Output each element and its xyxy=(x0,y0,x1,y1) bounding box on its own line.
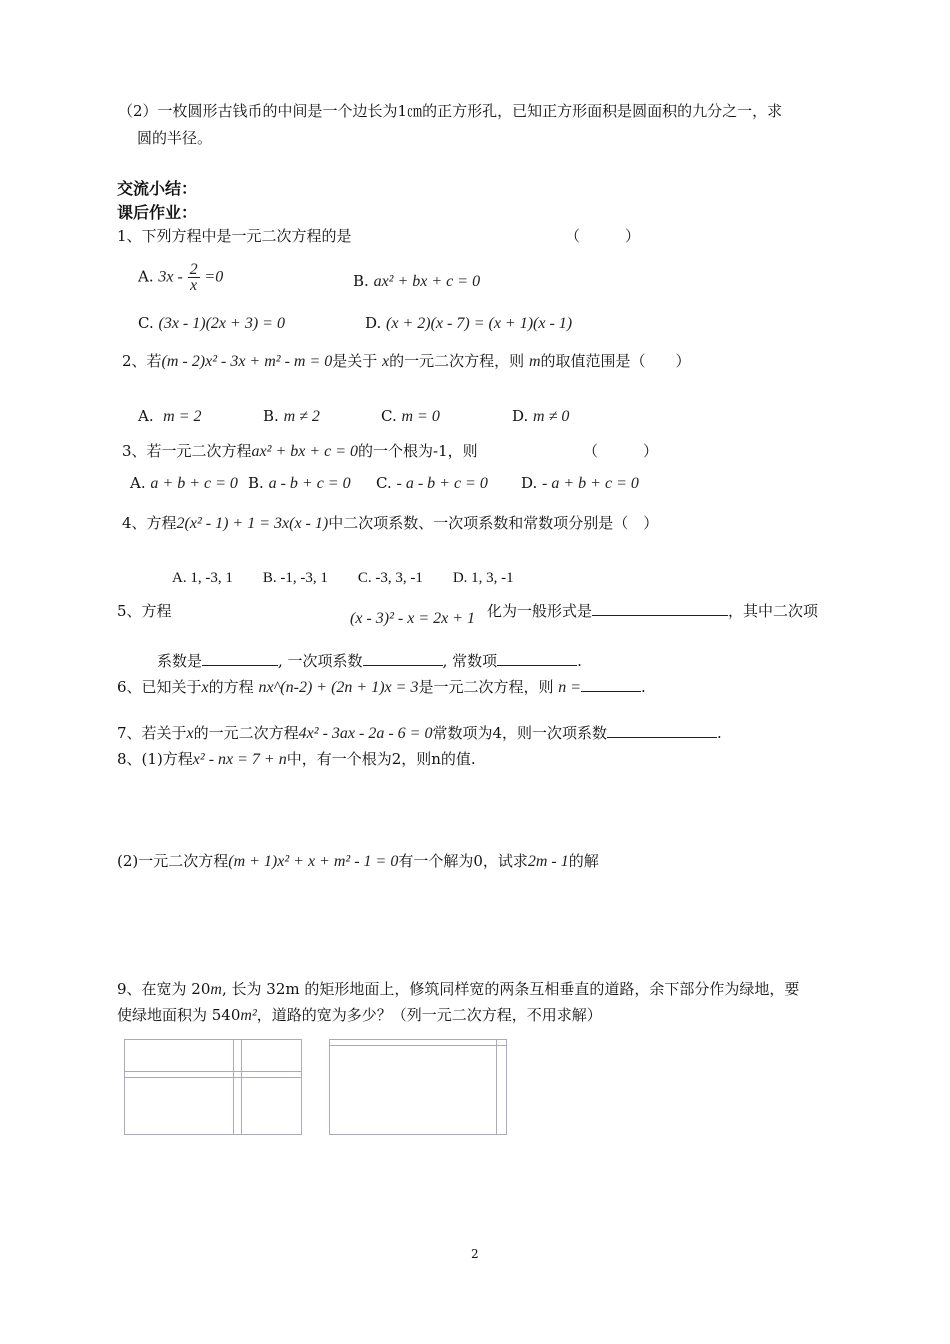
q9-line2-a: 使绿地面积为 540 xyxy=(117,1006,241,1024)
q3-option-b xyxy=(248,474,351,493)
q2-a-math: m = 2 xyxy=(163,408,202,425)
q1-c-math: (3x - 1)(2x + 3) = 0 xyxy=(158,315,285,332)
q1-d-math: (x + 2)(x - 7) = (x + 1)(x - 1) xyxy=(386,315,573,332)
q3-equation: ax² + bx + c = 0 xyxy=(251,443,359,460)
q5-l2b: , 一次项系数 xyxy=(278,652,363,670)
q9-line1-b: , 长为 32m 的矩形地面上，修筑同样宽的两条互相垂直的道路，余下部分作为绿地，要 xyxy=(221,980,800,998)
q3-b-math: a - b + c = 0 xyxy=(268,475,351,492)
q4-pre: 4、方程 xyxy=(122,514,177,532)
left-road-h1 xyxy=(124,1071,301,1072)
q2-mid2: 的一元二次方程，则 xyxy=(389,352,525,370)
q6-post: 是一元二次方程，则 xyxy=(418,678,554,696)
q8-part1 xyxy=(117,748,476,769)
q9-line1 xyxy=(117,978,799,999)
q3-option-d xyxy=(521,474,639,493)
q4-post: 中二次项系数、一次项系数和常数项分别是（ ） xyxy=(328,514,659,532)
q8-p2-equation: (m + 1)x² + x + m² - 1 = 0 xyxy=(228,853,399,870)
left-road-v1 xyxy=(233,1039,234,1134)
q2-option-d xyxy=(512,407,569,426)
q1-option-c xyxy=(138,314,285,333)
q2-post: 的取值范围是（ ） xyxy=(540,352,691,370)
q5-mid: 化为一般形式是 xyxy=(487,602,593,620)
q8-p2-post: 的解 xyxy=(568,852,599,870)
q8-equation: x² - nx = 7 + n xyxy=(192,751,287,768)
q8-p2-expr: 2m - 1 xyxy=(527,853,569,870)
q2-c-label: C. xyxy=(381,407,397,425)
q1-a-denominator: x xyxy=(190,277,198,294)
q1-option-d xyxy=(365,314,572,333)
q2-a-label: A. xyxy=(138,407,154,425)
q9-line2-b: ，道路的宽为多少？（列一元二次方程，不用求解） xyxy=(256,1006,602,1024)
q2-option-b xyxy=(263,407,320,426)
q1-a-post: =0 xyxy=(204,268,224,286)
q5-blank-constant[interactable] xyxy=(497,651,577,666)
q3-option-c xyxy=(376,474,488,493)
q3-pre: 3、若一元二次方程 xyxy=(122,442,252,460)
q8-pre: 8、(1)方程 xyxy=(117,750,193,768)
q4-options: A. 1, -3, 1 B. -1, -3, 1 C. -3, 3, -1 D. 1, 3, -1 xyxy=(172,570,514,586)
q2-d-label: D. xyxy=(512,407,529,425)
q6-end: . xyxy=(641,678,646,696)
left-rectangle xyxy=(124,1039,302,1135)
q1-option-a xyxy=(138,262,223,293)
q3-b-label: B. xyxy=(248,474,264,492)
q6-answer-n: n = xyxy=(558,679,582,696)
q2-option-a xyxy=(138,407,202,426)
q3-option-a xyxy=(130,474,238,493)
q5-l2a: 系数是 xyxy=(157,652,203,670)
q5-pre: 5、方程 xyxy=(117,602,172,620)
q2-c-math: m = 0 xyxy=(401,408,440,425)
q5-blank-general-form[interactable] xyxy=(592,601,728,616)
q1-stem: 1、下列方程中是一元二次方程的是 xyxy=(117,227,352,245)
q5-equation: (x - 3)² - x = 2x + 1 xyxy=(350,610,476,627)
q1-answer-bracket: （ ） xyxy=(565,227,641,245)
q2-b-math: m ≠ 2 xyxy=(283,408,320,425)
q6-mid: 的方程 xyxy=(208,678,254,696)
intro-line-1: （2）一枚圆形古钱币的中间是一个边长为1㎝的正方形孔，已知正方形面积是圆面积的九分之一，求 xyxy=(118,102,783,120)
q9-unit-m: m xyxy=(210,981,222,998)
q5-blank-linear-coef[interactable] xyxy=(363,651,443,666)
q3-post: 的一个根为-1，则 xyxy=(358,442,478,460)
right-road-h xyxy=(329,1045,506,1046)
q2-equation: (m - 2)x² - 3x + m² - m = 0 xyxy=(161,353,333,370)
q5-l2c: , 常数项 xyxy=(442,652,498,670)
q7-post: 常数项为4，则一次项系数 xyxy=(432,724,607,742)
q4-equation: 2(x² - 1) + 1 = 3x(x - 1) xyxy=(176,515,329,532)
q3-c-label: C. xyxy=(376,474,392,492)
q7-blank[interactable] xyxy=(607,723,717,738)
q3-a-math: a + b + c = 0 xyxy=(150,475,238,492)
summary-heading: 交流小结： xyxy=(117,179,198,198)
q6-stem xyxy=(117,676,646,697)
q8-p2-mid: 有一个解为0，试求 xyxy=(398,852,528,870)
q7-mid: 的一元二次方程 xyxy=(193,724,299,742)
q2-pre: 2、若 xyxy=(122,352,162,370)
q2-option-c xyxy=(381,407,440,426)
q1-b-label: B. xyxy=(353,272,369,290)
q7-end: . xyxy=(717,724,722,742)
q6-var: x xyxy=(201,679,209,696)
q5-line1-tail xyxy=(487,600,818,621)
q2-var-x: x xyxy=(382,353,390,370)
q1-b-math: ax² + bx + c = 0 xyxy=(373,273,481,290)
q8-p2-pre: (2)一元二次方程 xyxy=(117,852,229,870)
q2-var-m: m xyxy=(528,353,541,370)
q3-c-math: - a - b + c = 0 xyxy=(396,475,488,492)
q3-d-label: D. xyxy=(521,474,538,492)
q1-a-label: A. xyxy=(138,267,154,286)
q2-stem xyxy=(122,350,691,371)
q7-var: x xyxy=(186,725,194,742)
q6-blank[interactable] xyxy=(581,677,641,692)
q2-d-math: m ≠ 0 xyxy=(533,408,570,425)
q5-l2d: . xyxy=(577,652,582,670)
q9-line2 xyxy=(117,1004,602,1025)
q4-stem xyxy=(122,512,658,533)
q7-pre: 7、若关于 xyxy=(117,724,187,742)
page-number: 2 xyxy=(471,1247,479,1261)
q3-a-label: A. xyxy=(130,474,146,492)
q8-post: 中，有一个根为2，则n的值. xyxy=(286,750,476,768)
q6-equation: nx^(n-2) + (2n + 1)x = 3 xyxy=(258,679,419,696)
q1-a-pre: 3x - xyxy=(158,268,183,286)
q9-line1-a: 9、在宽为 20 xyxy=(117,980,211,998)
right-road-v xyxy=(496,1039,497,1134)
q2-mid: 是关于 xyxy=(332,352,378,370)
q9-unit-m2: m² xyxy=(240,1007,257,1024)
q3-answer-bracket: （ ） xyxy=(583,442,659,460)
q1-d-label: D. xyxy=(365,314,382,332)
q1-a-numerator: 2 xyxy=(189,261,198,278)
left-road-v2 xyxy=(241,1039,242,1134)
homework-heading: 课后作业： xyxy=(117,203,198,222)
q3-stem xyxy=(122,440,478,461)
q7-stem xyxy=(117,722,722,743)
q5-post: ，其中二次项 xyxy=(728,602,819,620)
q1-option-b xyxy=(353,272,480,291)
q6-pre: 6、已知关于 xyxy=(117,678,202,696)
q5-blank-quadratic-coef[interactable] xyxy=(202,651,278,666)
q3-d-math: - a + b + c = 0 xyxy=(542,475,639,492)
q1-c-label: C. xyxy=(138,314,154,332)
right-rectangle xyxy=(329,1039,507,1135)
q5-line2 xyxy=(157,650,582,671)
q1-a-fraction xyxy=(188,262,200,293)
q7-equation: 4x² - 3ax - 2a - 6 = 0 xyxy=(298,725,433,742)
q8-part2 xyxy=(117,850,599,871)
intro-line-2: 圆的半径。 xyxy=(137,129,213,147)
left-road-h2 xyxy=(124,1077,301,1078)
q2-b-label: B. xyxy=(263,407,279,425)
